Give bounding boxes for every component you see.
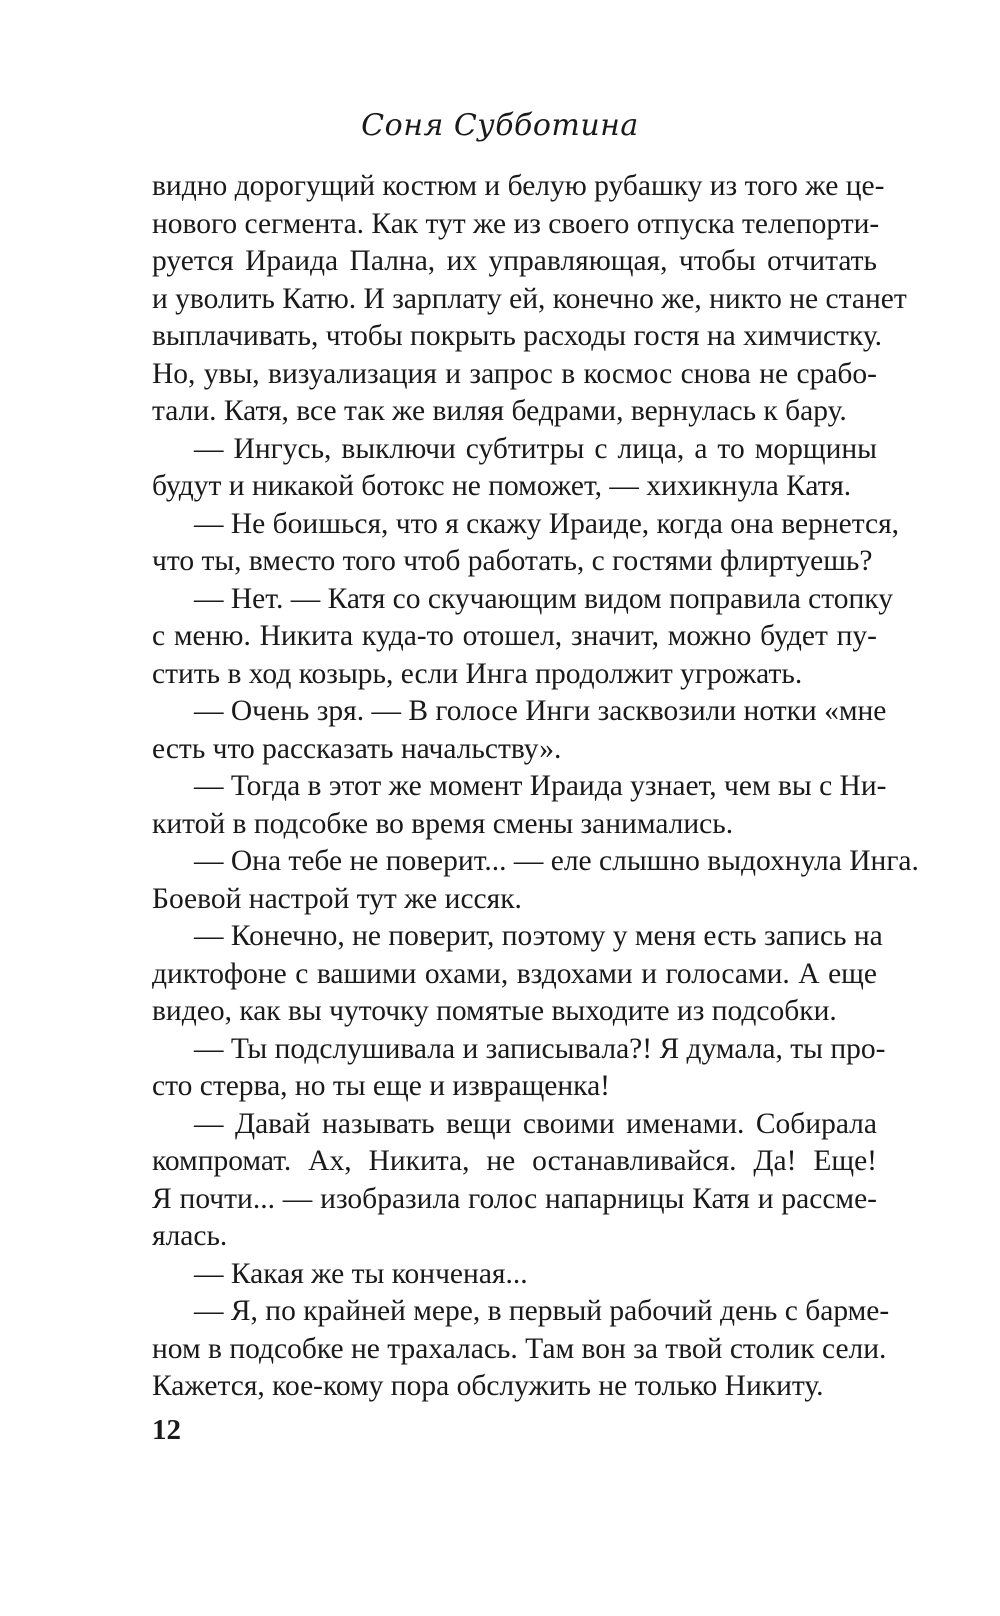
text-line: что ты, вместо того чтоб работать, с гостями флиртуешь? [152, 545, 873, 577]
text-line: Кажется, кое-кому пора обслужить не только Никиту. [152, 1370, 824, 1402]
text-line: стить в ход козырь, если Инга продолжит угрожать. [152, 657, 803, 690]
text-line: сто стерва, но ты еще и извращенка! [152, 1070, 610, 1102]
text-line: китой в подсобке во время смены занимались. [152, 807, 734, 840]
body-text [152, 168, 919, 1406]
text-line: — Тогда в этот же момент Ираида узнает, чем вы с Ни- [194, 770, 887, 802]
text-line: нового сегмента. Как тут же из своего отпуска телепорти- [152, 207, 880, 240]
text-line: Боевой настрой тут же иссяк. [152, 882, 522, 915]
text-line: видео, как вы чуточку помятые выходите из подсобки. [152, 995, 837, 1027]
text-line: видно дорогущий костюм и белую рубашку из того же це- [152, 170, 885, 202]
text-line: — Не боишься, что я скажу Ираиде, когда она вернется, [194, 507, 900, 540]
text-line: — Ингусь, выключи субтитры с лица, а то морщины [194, 432, 877, 465]
text-line: — Давай называть вещи своими именами. Собирала [194, 1107, 877, 1140]
text-line: — Нет. — Катя со скучающим видом поправила стопку [194, 582, 893, 615]
text-line: — Я, по крайней мере, в первый рабочий день с барме- [194, 1295, 890, 1327]
text-line: компромат. Ах, Никита, не останавливайся. Да! Еще! [152, 1145, 877, 1177]
text-line: с меню. Никита куда-то отошел, значит, можно будет пу- [152, 620, 877, 652]
text-line: руется Ираида Пална, их управляющая, чтобы отчитать [152, 245, 877, 277]
text-line: — Конечно, не поверит, поэтому у меня есть запись на [194, 920, 883, 952]
text-line: есть что рассказать начальству». [152, 732, 562, 765]
text-line: — Она тебе не поверит... — еле слышно выдохнула Инга. [194, 845, 919, 877]
text-line: — Очень зря. — В голосе Инги засквозили нотки «мне [194, 695, 887, 727]
text-line: Я почти... — изобразила голос напарницы Катя и рассме- [152, 1182, 877, 1215]
text-line: ном в подсобке не трахалась. Там вон за твой столик сели. [152, 1332, 887, 1365]
text-line: будут и никакой ботокс не поможет, — хихикнула Катя. [152, 470, 852, 502]
text-line: диктофоне с вашими охами, вздохами и голосами. А еще [152, 957, 877, 990]
text-line: — Ты подслушивала и записывала?! Я думала, ты про- [194, 1032, 886, 1065]
text-line: и уволить Катю. И зарплату ей, конечно же, никто не станет [152, 282, 907, 315]
text-line: выплачивать, чтобы покрыть расходы гостя на химчистку. [152, 320, 883, 352]
text-line: тали. Катя, все так же виляя бедрами, вернулась к бару. [152, 395, 847, 427]
page-number: 12 [152, 1414, 181, 1446]
text-line: ялась. [152, 1220, 228, 1252]
text-line: Но, увы, визуализация и запрос в космос снова не срабо- [152, 357, 877, 390]
text-line: — Какая же ты конченая... [194, 1257, 528, 1290]
running-title: Соня Субботина [361, 108, 639, 143]
